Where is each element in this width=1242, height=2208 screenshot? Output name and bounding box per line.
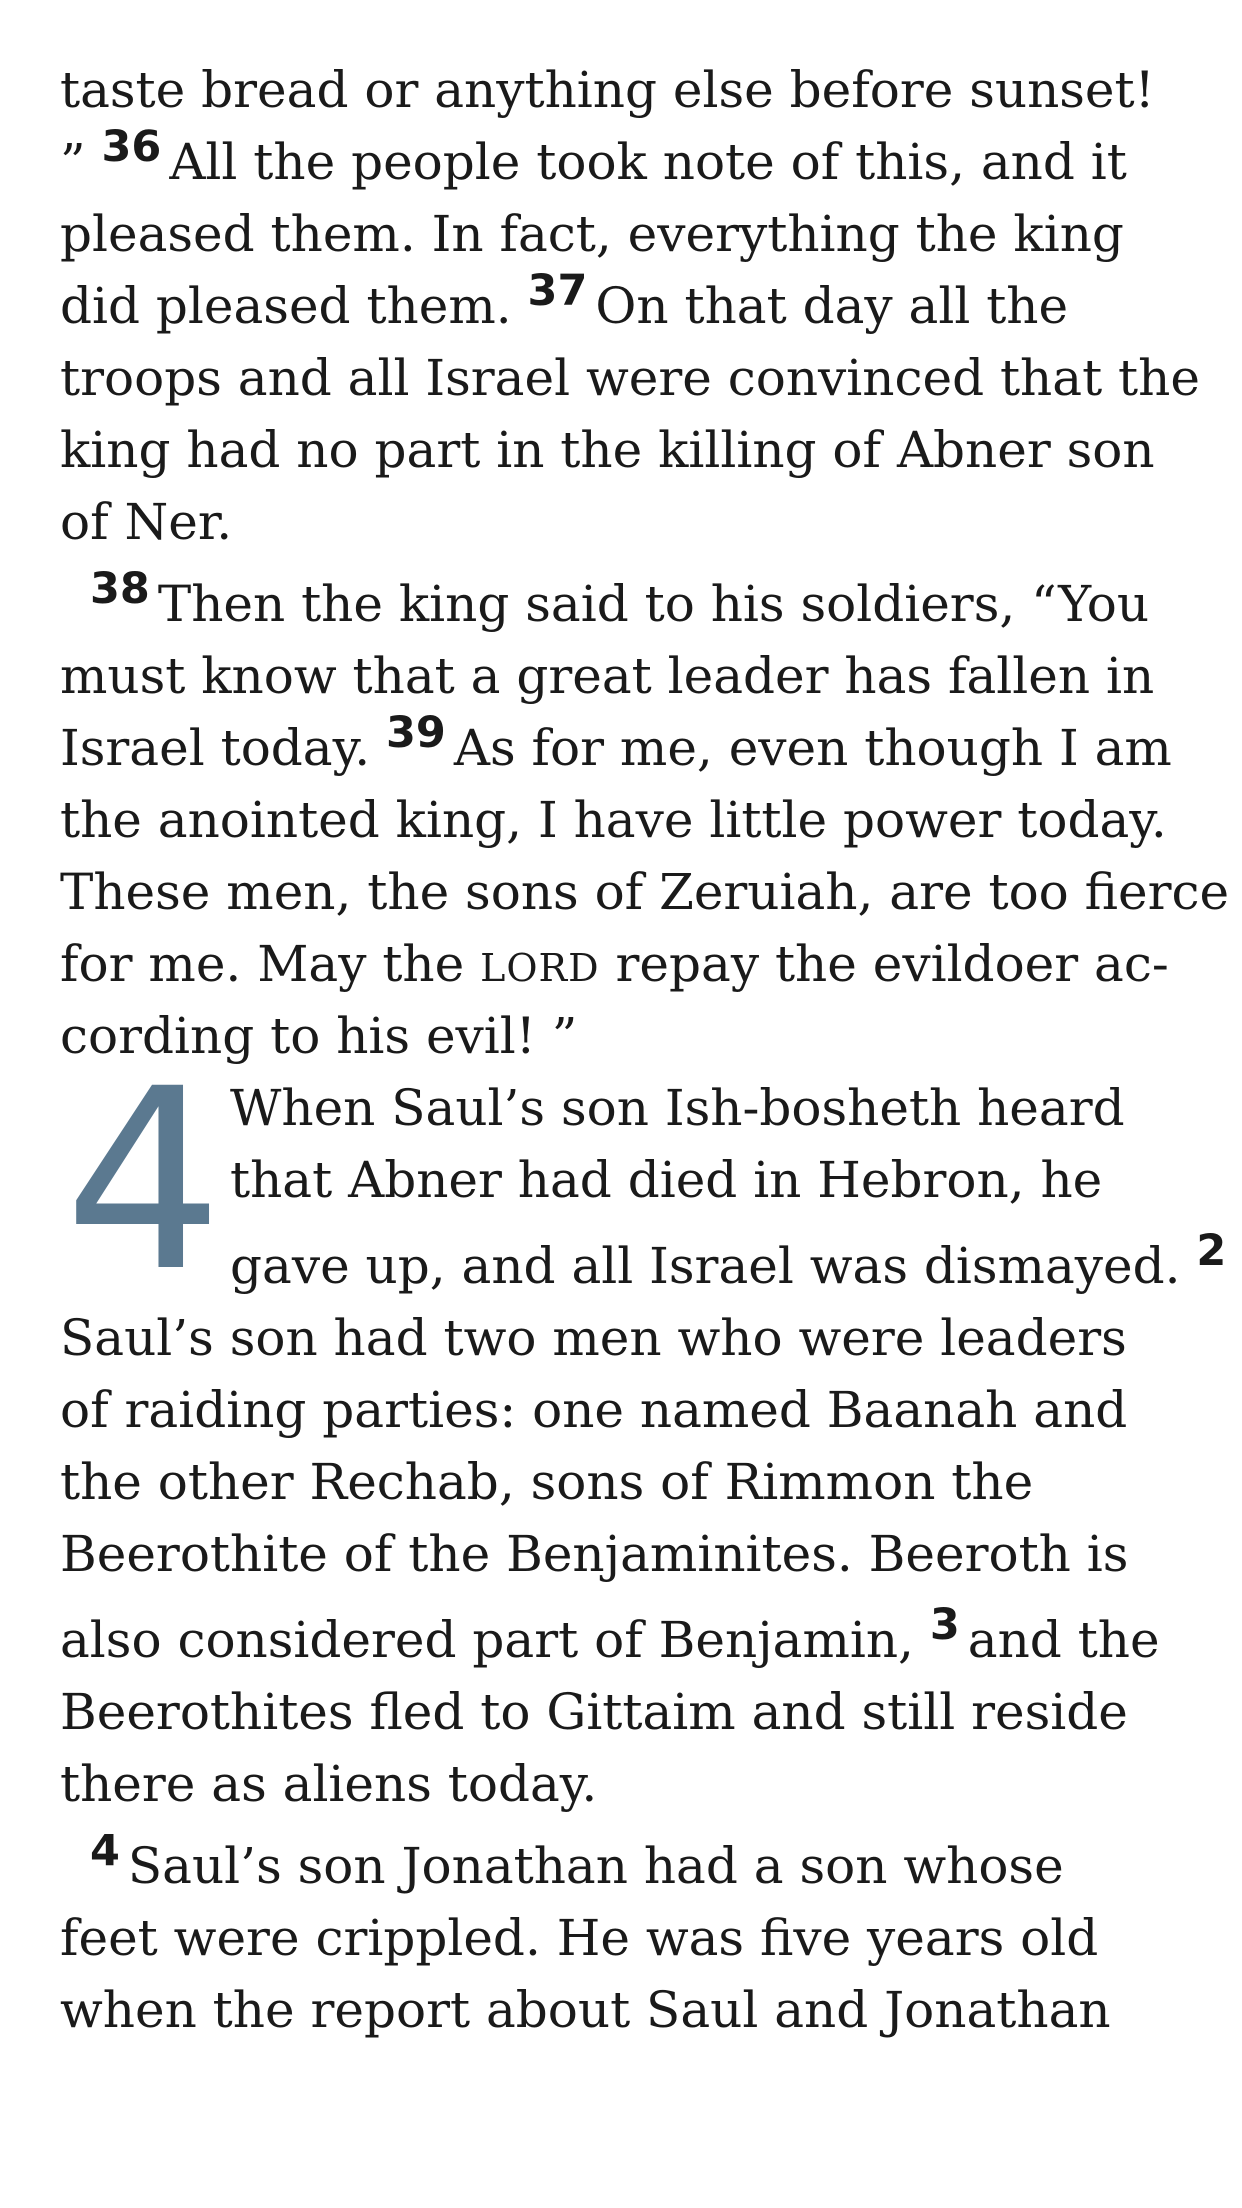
verse-text: also considered part of Benjamin,: [60, 1611, 914, 1669]
text-line: [60, 266, 1200, 342]
text-line: Beerothite of the Benjaminites. Beeroth is: [60, 1525, 1129, 1583]
verse-text: On that day all the: [595, 277, 1069, 335]
text-line: the anointed king, I have little power today.: [60, 791, 1167, 849]
text-line: of raiding parties: one named Baanah and: [60, 1381, 1128, 1439]
verse-text: repay the evildoer ac-: [615, 935, 1169, 993]
verse-text: Saul’s son Jonathan had a son whose: [127, 1837, 1064, 1895]
verse-text: and the: [967, 1611, 1160, 1669]
text-line: king had no part in the killing of Abner son: [60, 421, 1155, 479]
text-line: [60, 122, 1200, 198]
text-line: Saul’s son had two men who were leaders: [60, 1309, 1127, 1367]
text-line: [60, 1826, 1200, 1902]
text-line: when the report about Saul and Jonathan: [60, 1981, 1111, 2039]
text-line: pleased them. In fact, everything the king: [60, 205, 1124, 263]
verse-number-2: 2: [1196, 1226, 1227, 1276]
text-line: troops and all Israel were convinced that the: [60, 349, 1200, 407]
verse-number-4: 4: [90, 1826, 120, 1876]
text-line: [60, 708, 1200, 784]
text-line: When Saul’s son Ish-bosheth heard: [230, 1079, 1125, 1137]
closing-quote: ”: [60, 133, 86, 191]
paragraph-verses-35-37: [60, 54, 1200, 558]
paragraph-verse-4: [60, 1826, 1200, 2046]
verse-text: Then the king said to his soldiers, “You: [157, 575, 1150, 633]
text-line: [60, 928, 1200, 1000]
paragraph-verses-38-39: [60, 564, 1230, 1072]
verse-number-39: 39: [386, 708, 446, 758]
text-line: cording to his evil! ”: [60, 1007, 578, 1065]
verse-number-37: 37: [527, 266, 588, 316]
text-line: of Ner.: [60, 493, 233, 551]
verse-text: for me. May the: [60, 935, 465, 993]
divine-name-small-caps: LORD: [480, 946, 600, 990]
text-line: [60, 1226, 1227, 1302]
verse-text: gave up, and all Israel was dismayed.: [230, 1237, 1181, 1295]
verse-text: As for me, even though I am: [453, 719, 1172, 777]
verse-number-38: 38: [90, 564, 150, 614]
text-line: that Abner had died in Hebron, he: [230, 1151, 1103, 1209]
text-line: must know that a great leader has fallen in: [60, 647, 1155, 705]
verse-text: Israel today.: [60, 719, 371, 777]
verse-text: All the people took note of this, and it: [169, 133, 1127, 191]
verse-number-36: 36: [101, 122, 162, 172]
reading-page: [60, 54, 1230, 2046]
verse-number-3: 3: [929, 1600, 960, 1650]
text-line: [60, 1600, 1200, 1676]
text-line: taste bread or anything else before sunset!: [60, 61, 1155, 119]
text-line: Beerothites fled to Gittaim and still reside: [60, 1683, 1128, 1741]
text-line: feet were crippled. He was five years old: [60, 1909, 1099, 1967]
chapter-drop-cap: 4: [64, 1035, 224, 1326]
text-line: These men, the sons of Zeruiah, are too fierce: [60, 863, 1230, 921]
text-line: [60, 564, 1200, 640]
text-line: the other Rechab, sons of Rimmon the: [60, 1453, 1034, 1511]
text-line: there as aliens today.: [60, 1755, 598, 1813]
verse-text: did pleased them.: [60, 277, 512, 335]
